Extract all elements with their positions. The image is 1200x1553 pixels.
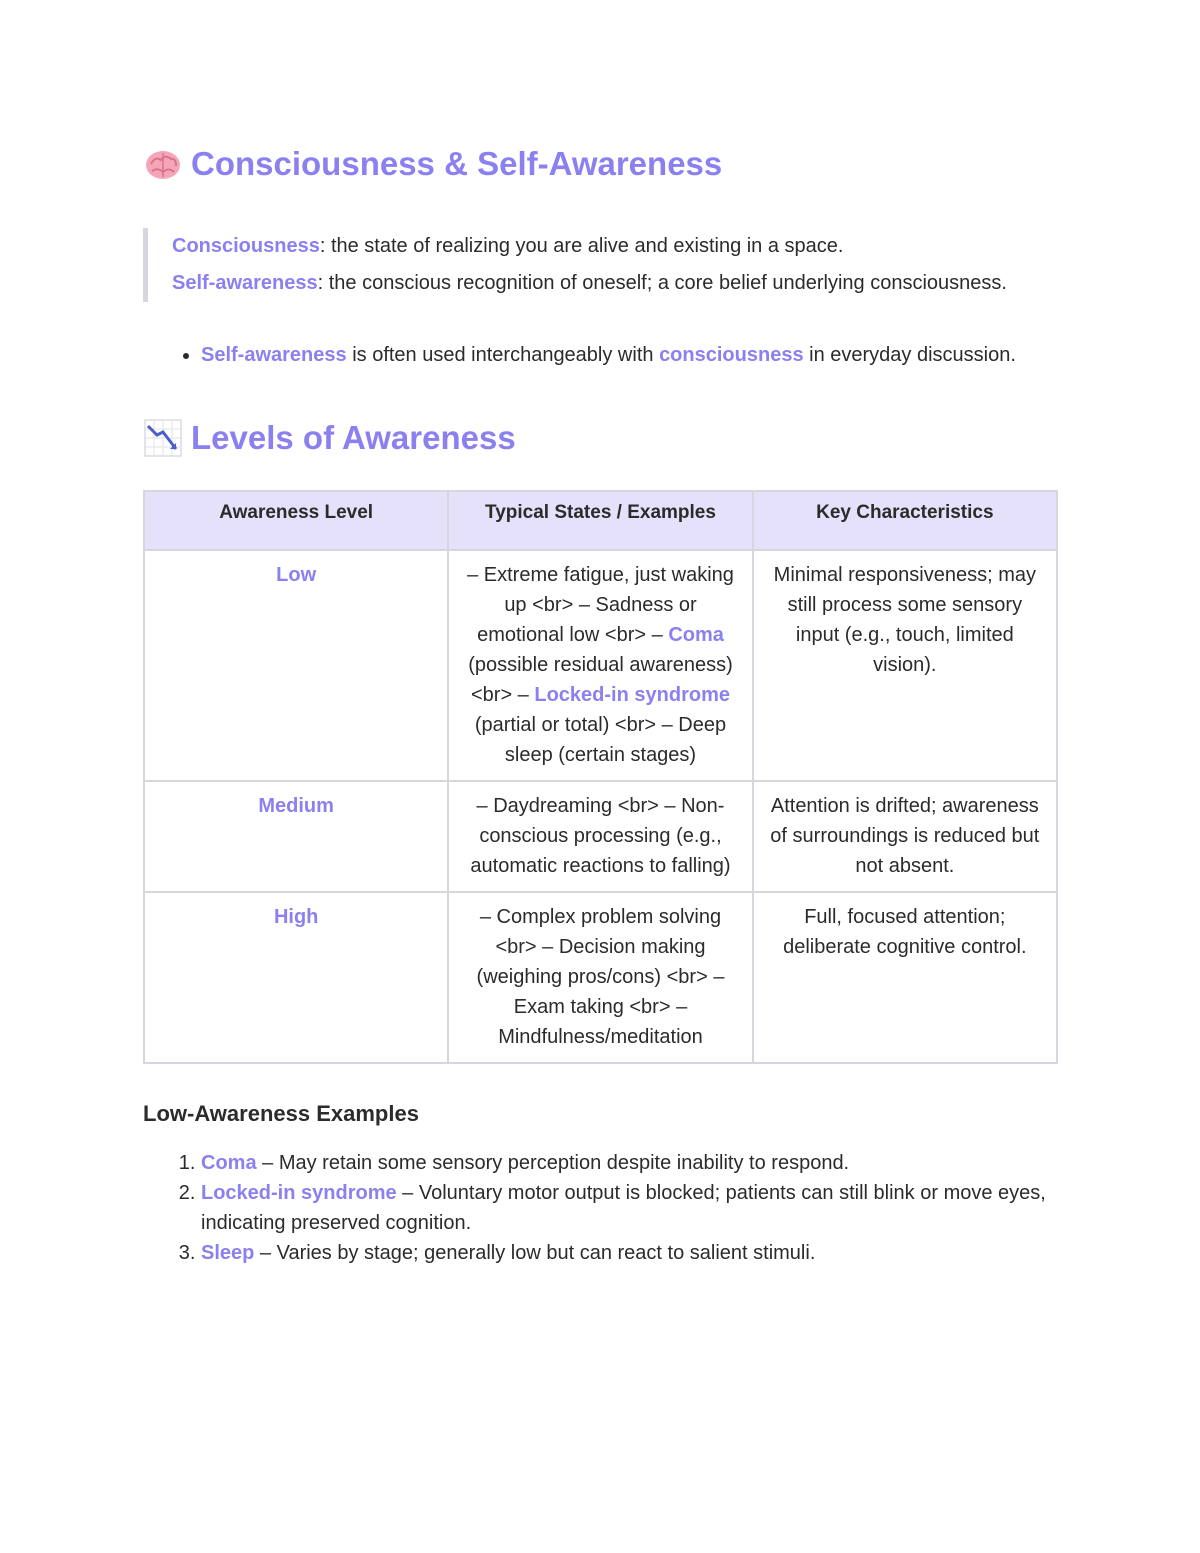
- examples-cell: – Daydreaming <br> – Non-conscious processing (e.g., automatic reactions to falling): [448, 781, 752, 892]
- table-row: [144, 892, 1057, 1063]
- examples-cell: – Complex problem solving <br> – Decision making (weighing pros/cons) <br> – Exam taking <br> – Mindfulness/meditation: [448, 892, 752, 1063]
- level-label: Low: [276, 564, 317, 586]
- list-item: [201, 1238, 1058, 1268]
- definition-text: : the state of realizing you are alive and existing in a space.: [319, 235, 844, 257]
- numbered-list: [143, 1148, 1058, 1268]
- characteristics-cell: Minimal responsiveness; may still process some sensory input (e.g., touch, limited vision).: [753, 550, 1057, 781]
- cell-text: (partial or total) <br> – Deep sleep (certain stages): [474, 714, 727, 766]
- bullet-list: [143, 340, 1058, 370]
- awareness-levels-table: [143, 490, 1058, 1064]
- examples-cell: [448, 550, 752, 781]
- list-text: – Voluntary motor output is blocked; patients can still blink or move eyes, indicating preserved cognition.: [201, 1182, 1046, 1234]
- column-header: Typical States / Examples: [448, 491, 752, 550]
- section-title-text: Levels of Awareness: [191, 419, 516, 456]
- brain-icon: [143, 144, 183, 184]
- level-cell: [144, 892, 448, 1063]
- section-title-consciousness: [143, 140, 1058, 188]
- section-title-levels: [143, 414, 1058, 462]
- list-text: – Varies by stage; generally low but can react to salient stimuli.: [254, 1242, 816, 1264]
- definition-quote: [143, 228, 1058, 302]
- term-consciousness: Consciousness: [172, 235, 320, 257]
- characteristics-cell: Full, focused attention; deliberate cognitive control.: [753, 892, 1057, 1063]
- subsection-title: Low-Awareness Examples: [143, 1101, 419, 1126]
- term-coma: Coma: [668, 624, 724, 646]
- table-row: [144, 781, 1057, 892]
- term-consciousness: consciousness: [659, 344, 804, 366]
- level-cell: [144, 781, 448, 892]
- chart-decreasing-icon: [143, 418, 183, 458]
- list-text: in everyday discussion.: [803, 344, 1016, 366]
- term-coma: Coma: [201, 1152, 257, 1174]
- table-header-row: [144, 491, 1057, 550]
- section-title-text: Consciousness & Self-Awareness: [191, 145, 723, 182]
- cell-text: – Extreme fatigue, just waking up <br> – Sadness or emotional low <br> –: [467, 564, 734, 646]
- characteristics-cell: Attention is drifted; awareness of surroundings is reduced but not absent.: [753, 781, 1057, 892]
- column-header: Awareness Level: [144, 491, 448, 550]
- cell-text: (possible residual awareness) <br> –: [468, 654, 733, 706]
- list-item: [201, 1148, 1058, 1178]
- list-text: – May retain some sensory perception despite inability to respond.: [256, 1152, 850, 1174]
- definition-consciousness: [172, 228, 1058, 265]
- term-locked-in: Locked-in syndrome: [201, 1182, 397, 1204]
- term-sleep: Sleep: [201, 1242, 255, 1264]
- column-header: Key Characteristics: [753, 491, 1057, 550]
- level-cell: [144, 550, 448, 781]
- list-item: [201, 1178, 1058, 1238]
- term-locked-in: Locked-in syndrome: [534, 684, 730, 706]
- list-text: is often used interchangeably with: [346, 344, 660, 366]
- definition-text: : the conscious recognition of oneself; a core belief underlying consciousness.: [317, 272, 1007, 294]
- document: [143, 140, 1058, 1268]
- table-row: [144, 550, 1057, 781]
- term-self-awareness: Self-awareness: [172, 272, 318, 294]
- term-self-awareness: Self-awareness: [201, 344, 347, 366]
- level-label: High: [273, 906, 319, 928]
- definition-self-awareness: [172, 265, 1058, 302]
- list-item: [201, 340, 1058, 370]
- level-label: Medium: [258, 795, 334, 817]
